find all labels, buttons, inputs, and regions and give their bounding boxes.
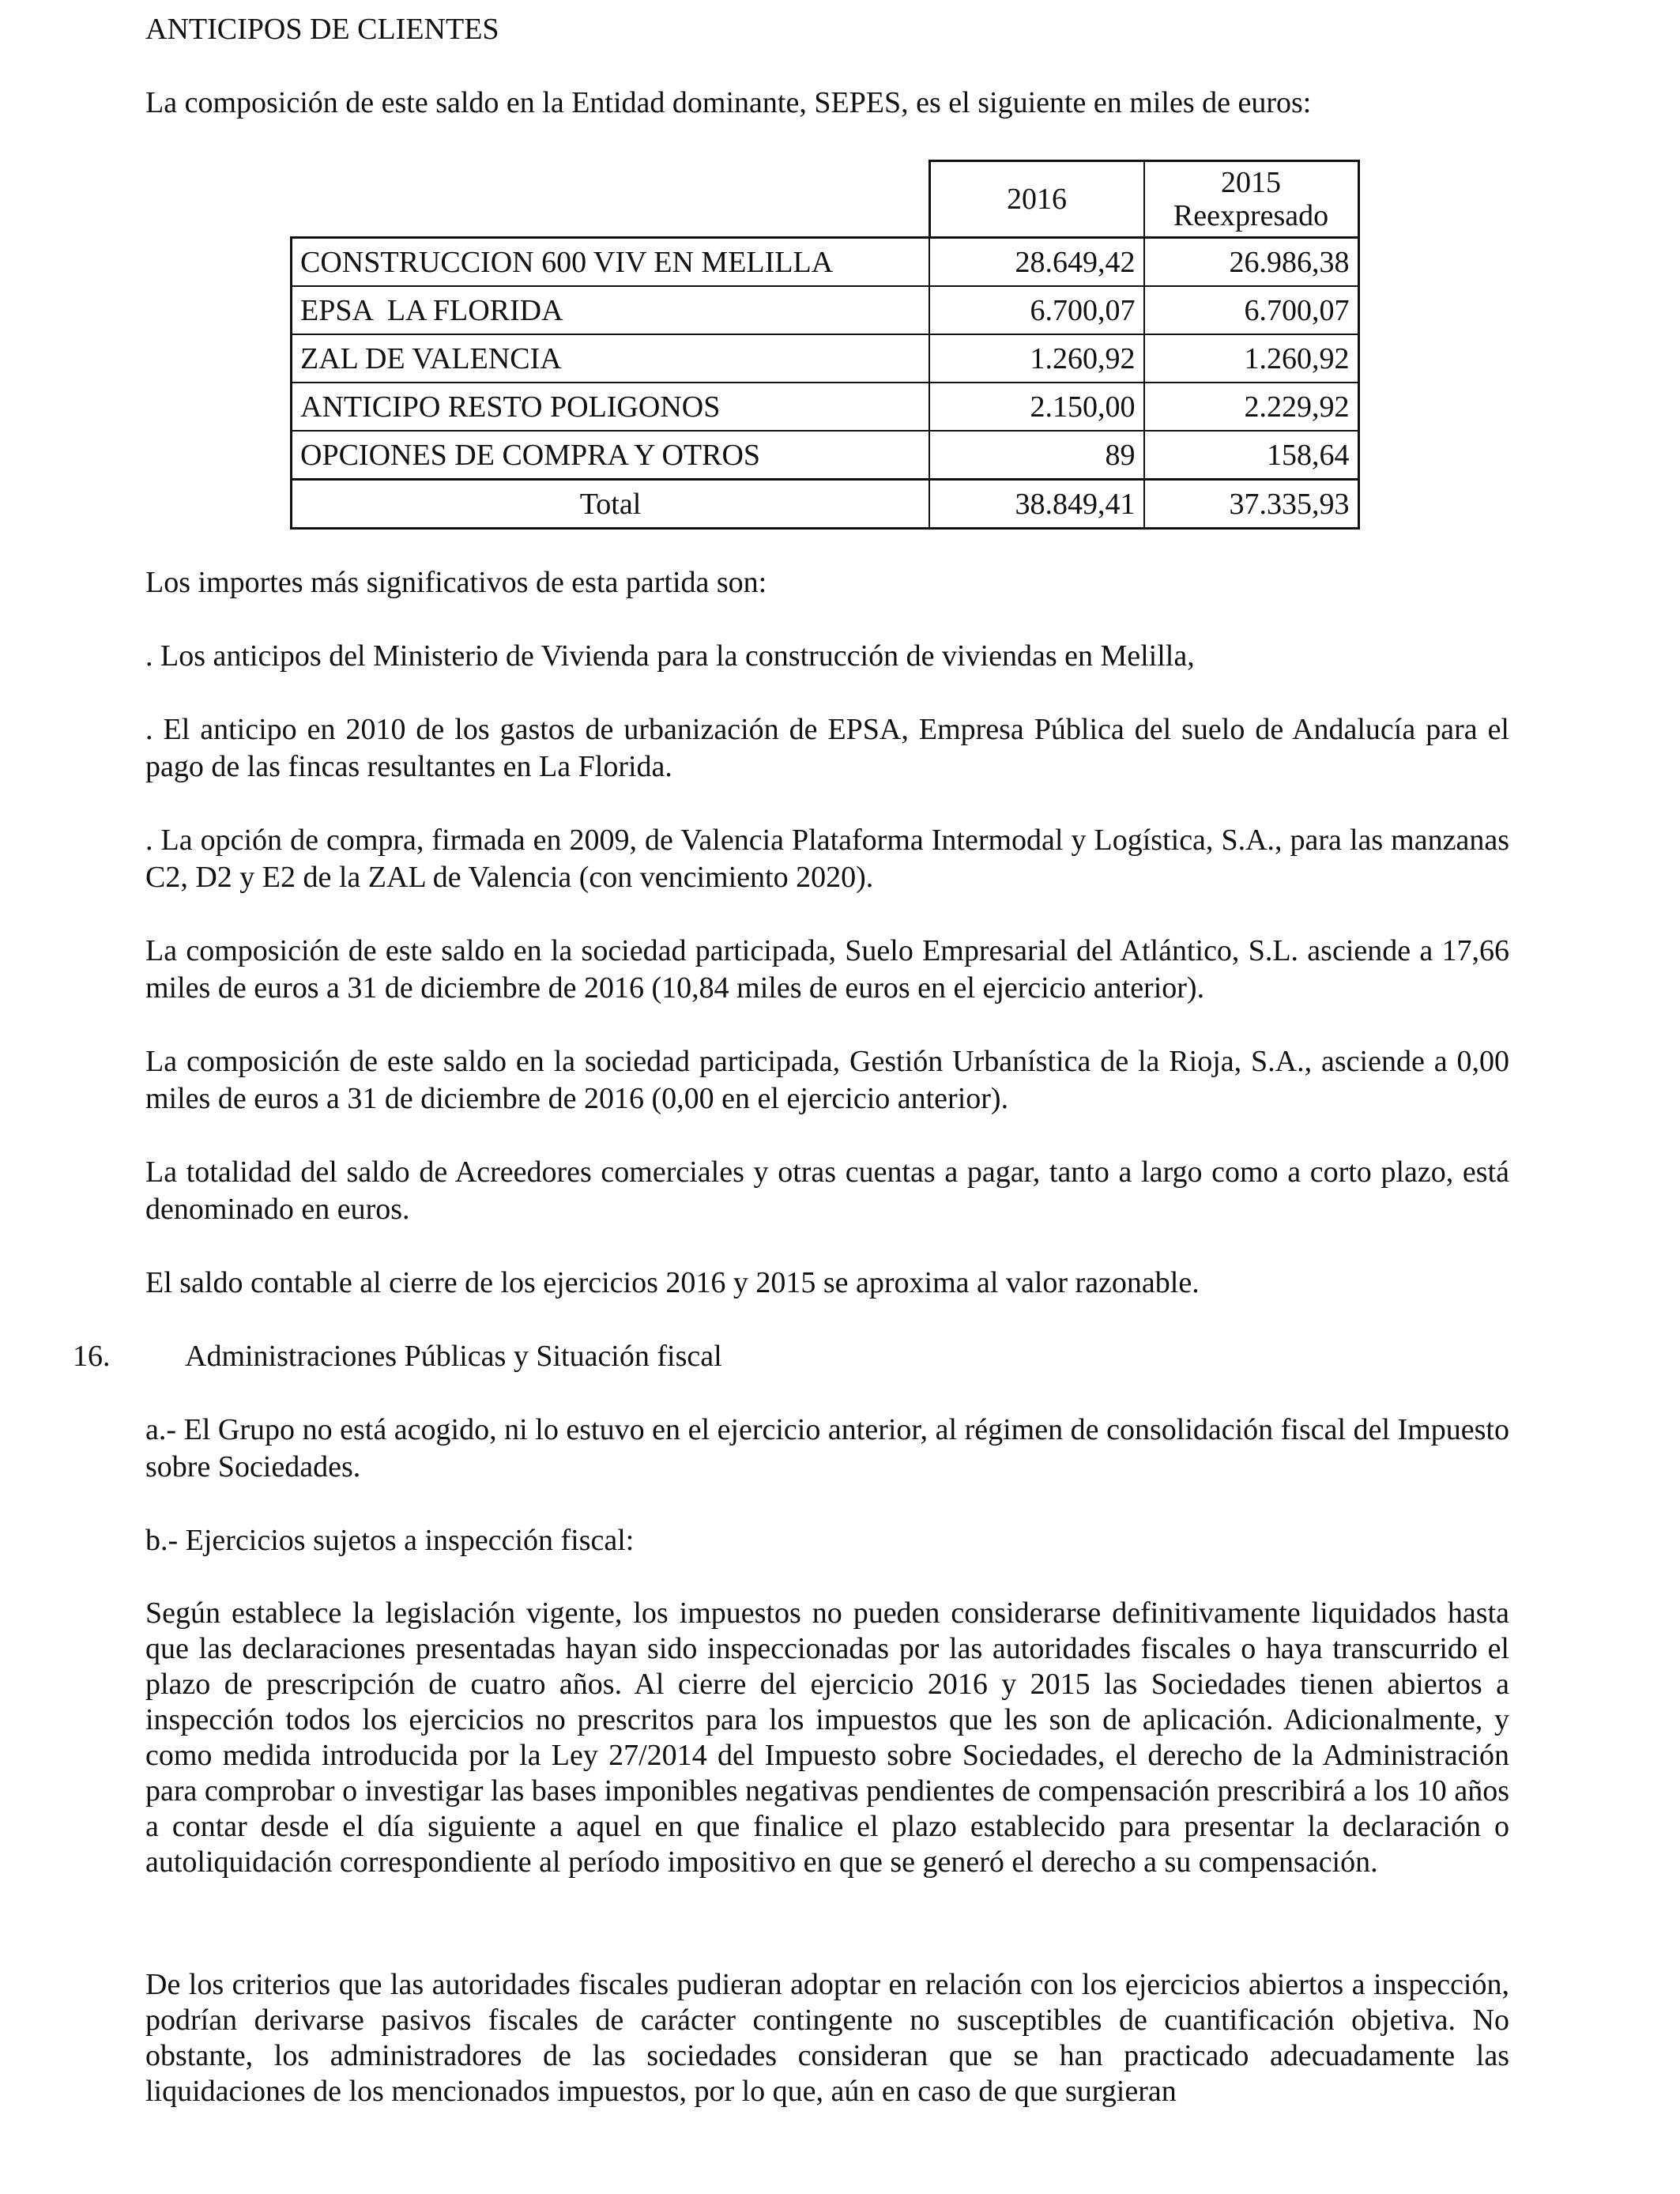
row-value-2015: 26.986,38 xyxy=(1144,238,1359,287)
total-label: Total xyxy=(292,480,930,529)
atlantico-paragraph: La composición de este saldo en la sociedad participada, Suelo Empresarial del Atlántico, S.L. asciende a 17,66 miles de euros a 31 de diciembre de 2016 (10,84 miles de euros en el ejercicio anterior). xyxy=(145,934,1509,1005)
rioja-paragraph: La composición de este saldo en la sociedad participada, Gestión Urbanística de la Rioja, S.A., asciende a 0,00 miles de euros a 31 de diciembre de 2016 (0,00 en el ejercicio anterior). xyxy=(145,1045,1509,1115)
row-value-2015: 6.700,07 xyxy=(1144,286,1359,334)
importes-paragraph: Los importes más significativos de esta partida son: xyxy=(145,566,767,599)
row-value-2016: 6.700,07 xyxy=(929,286,1144,334)
bullet-melilla: . Los anticipos del Ministerio de Vivienda para la construcción de viviendas en Melilla, xyxy=(145,639,1195,673)
row-label: CONSTRUCCION 600 VIV EN MELILLA xyxy=(292,238,930,287)
paragraph-b: b.- Ejercicios sujetos a inspección fiscal: xyxy=(145,1524,635,1557)
header-2015-year: 2015 xyxy=(1221,166,1281,199)
row-value-2015: 2.229,92 xyxy=(1144,383,1359,431)
intro-paragraph: La composición de este saldo en la Entidad dominante, SEPES, es el siguiente en miles de euros: xyxy=(145,86,1312,119)
row-value-2015: 158,64 xyxy=(1144,431,1359,480)
row-value-2016: 1.260,92 xyxy=(929,334,1144,383)
section-title: Administraciones Públicas y Situación fiscal xyxy=(185,1340,722,1373)
segun-paragraph: Según establece la legislación vigente, los impuestos no pueden considerarse definitivamente liquidados hasta que las declaraciones presentadas hayan sido inspeccionadas por las autoridades fiscales o haya transcurrido el plazo de prescripción de cuatro años. Al cierre del ejercicio 2016 y 2015 las Sociedades tienen abiertos a inspección todos los ejercicios no prescritos para los impuestos que les son de aplicación. Adicionalmente, y como medida introducida por la Ley 27/2014 del Impuesto sobre Sociedades, el derecho de la Administración para comprobar o investigar las bases imponibles negativas pendientes de compensación prescribirá a los 10 años a contar desde el día siguiente a aquel en que finalice el plazo establecido para presentar la declaración o autoliquidación correspondiente al período impositivo en que se generó el derecho a su compensación. xyxy=(145,1596,1509,1879)
header-2015-reexpresado: Reexpresado xyxy=(1173,199,1329,232)
row-value-2016: 2.150,00 xyxy=(929,383,1144,431)
section-number: 16. xyxy=(73,1340,111,1373)
header-2016: 2016 xyxy=(929,161,1144,238)
row-value-2016: 28.649,42 xyxy=(929,238,1144,287)
saldo-paragraph: El saldo contable al cierre de los ejercicios 2016 y 2015 se aproxima al valor razonable. xyxy=(145,1266,1200,1299)
table-row xyxy=(292,383,1359,431)
bullet-epsa: . El anticipo en 2010 de los gastos de urbanización de EPSA, Empresa Pública del suelo de Andalucía para el pago de las fincas resultantes en La Florida. xyxy=(145,713,1509,783)
anticipos-table xyxy=(290,160,1360,530)
row-label: ANTICIPO RESTO POLIGONOS xyxy=(292,383,930,431)
row-value-2015: 1.260,92 xyxy=(1144,334,1359,383)
section-heading: ANTICIPOS DE CLIENTES xyxy=(145,13,499,46)
totalidad-paragraph: La totalidad del saldo de Acreedores comerciales y otras cuentas a pagar, tanto a largo como a corto plazo, está denominado en euros. xyxy=(145,1155,1509,1226)
row-value-2016: 89 xyxy=(929,431,1144,480)
header-2015 xyxy=(1144,161,1359,238)
table-header-row xyxy=(292,161,1359,238)
row-label: OPCIONES DE COMPRA Y OTROS xyxy=(292,431,930,480)
row-label: ZAL DE VALENCIA xyxy=(292,334,930,383)
criterios-paragraph: De los criterios que las autoridades fiscales pudieran adoptar en relación con los ejercicios abiertos a inspección, podrían derivarse pasivos fiscales de carácter contingente no susceptibles de cuantificación objetiva. No obstante, los administradores de las sociedades consideran que se han practicado adecuadamente las liquidaciones de los mencionados impuestos, por lo que, aún en caso de que surgieran xyxy=(145,1968,1509,2108)
table-row xyxy=(292,334,1359,383)
paragraph-a: a.- El Grupo no está acogido, ni lo estuvo en el ejercicio anterior, al régimen de consolidación fiscal del Impuesto sobre Sociedades. xyxy=(145,1413,1509,1483)
bullet-valencia: . La opción de compra, firmada en 2009, de Valencia Plataforma Intermodal y Logística, S.A., para las manzanas C2, D2 y E2 de la ZAL de Valencia (con vencimiento 2020). xyxy=(145,824,1509,894)
total-value-2016: 38.849,41 xyxy=(929,480,1144,529)
table-row xyxy=(292,431,1359,480)
table-row xyxy=(292,238,1359,287)
total-value-2015: 37.335,93 xyxy=(1144,480,1359,529)
table-total-row xyxy=(292,480,1359,529)
table-row xyxy=(292,286,1359,334)
row-label: EPSA LA FLORIDA xyxy=(292,286,930,334)
header-empty-cell xyxy=(292,161,930,238)
